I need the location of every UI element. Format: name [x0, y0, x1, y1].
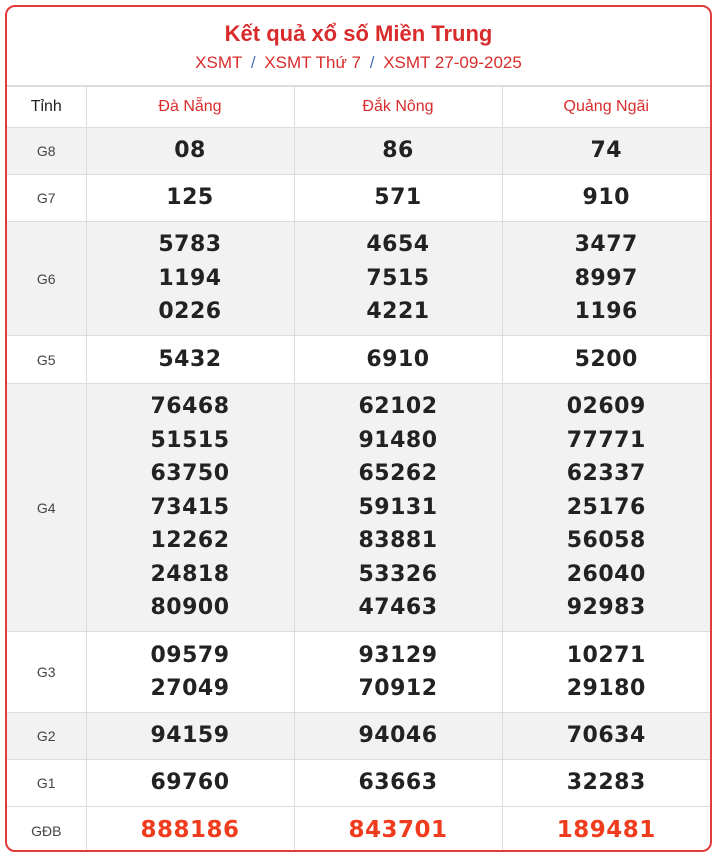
prize-number: 24818: [150, 561, 230, 587]
prize-cell-dak-nong: [294, 713, 502, 760]
prize-number: 125: [166, 185, 214, 211]
prize-number: 7515: [366, 265, 430, 291]
prize-number: 59131: [358, 494, 438, 520]
prize-number: 4221: [366, 299, 430, 325]
prize-number: 83881: [358, 528, 438, 554]
prize-number: 32283: [566, 770, 646, 796]
prize-number: 70912: [358, 676, 438, 701]
prize-number: 69760: [150, 770, 230, 796]
prize-cell-da-nang: [86, 632, 294, 713]
prize-cell-quang-ngai: [502, 336, 710, 384]
prize-number: 5200: [574, 346, 638, 372]
prize-cell-da-nang: [86, 175, 294, 222]
breadcrumb-link-date[interactable]: XSMT 27-09-2025: [383, 53, 522, 72]
breadcrumb-separator: /: [250, 53, 256, 72]
prize-number: 5432: [158, 346, 222, 372]
prize-label: G3: [7, 632, 86, 713]
prize-label: GĐB: [7, 807, 86, 853]
prize-number: 92983: [566, 595, 646, 621]
prize-cell-dak-nong: [294, 128, 502, 175]
breadcrumb-separator: /: [369, 53, 375, 72]
prize-cell-da-nang: [86, 760, 294, 807]
prize-cell-quang-ngai: [502, 175, 710, 222]
prize-cell-quang-ngai: [502, 713, 710, 760]
breadcrumb-link-weekday[interactable]: XSMT Thứ 7: [264, 53, 362, 72]
prize-label: G6: [7, 222, 86, 336]
prize-number: 94046: [358, 723, 438, 749]
prize-cell-dak-nong: [294, 175, 502, 222]
prize-number: 56058: [566, 528, 646, 554]
prize-cell-quang-ngai: [502, 222, 710, 336]
prize-cell-da-nang: [86, 384, 294, 632]
prize-number: 571: [374, 185, 422, 211]
table-row: [7, 128, 710, 175]
prize-cell-quang-ngai: [502, 632, 710, 713]
prize-number: 53326: [358, 561, 438, 587]
prize-number: 70634: [566, 723, 646, 749]
table-row: [7, 384, 710, 632]
prize-number: 4654: [366, 232, 430, 258]
prize-label: G1: [7, 760, 86, 807]
prize-number: 63750: [150, 461, 230, 487]
prize-cell-dak-nong: [294, 336, 502, 384]
prize-label: G4: [7, 384, 86, 632]
table-row: [7, 632, 710, 713]
prize-label: G8: [7, 128, 86, 175]
prize-number: 93129: [358, 642, 438, 668]
province-header-da-nang[interactable]: Đà Nẵng: [86, 87, 294, 128]
table-row: [7, 336, 710, 384]
prize-number: 8997: [574, 265, 638, 291]
prize-label: G5: [7, 336, 86, 384]
province-header-quang-ngai[interactable]: Quảng Ngãi: [502, 87, 710, 128]
prize-cell-dak-nong: [294, 222, 502, 336]
prize-number: 0226: [158, 299, 222, 325]
table-row: [7, 760, 710, 807]
prize-number: 1194: [158, 265, 222, 291]
prize-number: 74: [590, 138, 623, 164]
prize-number: 76468: [150, 394, 230, 420]
prize-number: 73415: [150, 494, 230, 520]
breadcrumb-link-xsmt[interactable]: XSMT: [195, 53, 243, 72]
page-title: Kết quả xổ số Miền Trung: [224, 21, 493, 46]
prize-cell-quang-ngai: [502, 807, 710, 853]
results-header: [7, 7, 710, 86]
prize-cell-da-nang: [86, 222, 294, 336]
prize-number: 62337: [566, 461, 646, 487]
prize-number: 62102: [358, 394, 438, 420]
prize-number: 65262: [358, 461, 438, 487]
prize-number: 09579: [150, 642, 230, 668]
breadcrumb: [7, 53, 710, 73]
prize-number: 77771: [566, 427, 646, 453]
prize-number: 51515: [150, 427, 230, 453]
prize-label: G7: [7, 175, 86, 222]
prize-number: 5783: [158, 232, 222, 258]
table-header-row: [7, 87, 710, 128]
prize-number: 94159: [150, 723, 230, 749]
prize-number: 08: [174, 138, 206, 164]
prize-number: 27049: [150, 676, 230, 701]
prize-number: 26040: [566, 561, 646, 587]
prize-cell-quang-ngai: [502, 128, 710, 175]
results-card: [5, 5, 712, 852]
prize-number: 12262: [150, 528, 230, 554]
prize-number: 10271: [566, 642, 646, 668]
table-row: [7, 222, 710, 336]
prize-cell-quang-ngai: [502, 760, 710, 807]
prize-cell-da-nang: [86, 807, 294, 853]
prize-number: 63663: [358, 770, 438, 796]
prize-cell-dak-nong: [294, 807, 502, 853]
prize-number: 25176: [566, 494, 646, 520]
table-row: [7, 807, 710, 853]
prize-cell-dak-nong: [294, 632, 502, 713]
prize-number: 1196: [574, 299, 638, 325]
prize-number: 80900: [150, 595, 230, 621]
prize-label: G2: [7, 713, 86, 760]
special-prize-number: 189481: [556, 816, 656, 843]
table-row: [7, 713, 710, 760]
prize-number: 910: [582, 185, 630, 211]
prize-number: 02609: [566, 394, 646, 420]
prize-number: 3477: [574, 232, 638, 258]
table-row: [7, 175, 710, 222]
special-prize-number: 843701: [348, 816, 448, 843]
prize-cell-da-nang: [86, 713, 294, 760]
prize-cell-da-nang: [86, 336, 294, 384]
prize-number: 91480: [358, 427, 438, 453]
prize-number: 29180: [566, 676, 646, 701]
prize-cell-da-nang: [86, 128, 294, 175]
prize-number: 86: [382, 138, 414, 164]
special-prize-number: 888186: [140, 816, 240, 843]
province-header-dak-nong[interactable]: Đắk Nông: [294, 87, 502, 128]
prize-number: 6910: [366, 346, 430, 372]
results-body: [7, 128, 710, 853]
province-column-header: Tỉnh: [7, 87, 86, 128]
prize-cell-dak-nong: [294, 760, 502, 807]
prize-number: 47463: [358, 595, 438, 621]
prize-cell-dak-nong: [294, 384, 502, 632]
results-table: [7, 86, 710, 852]
prize-cell-quang-ngai: [502, 384, 710, 632]
